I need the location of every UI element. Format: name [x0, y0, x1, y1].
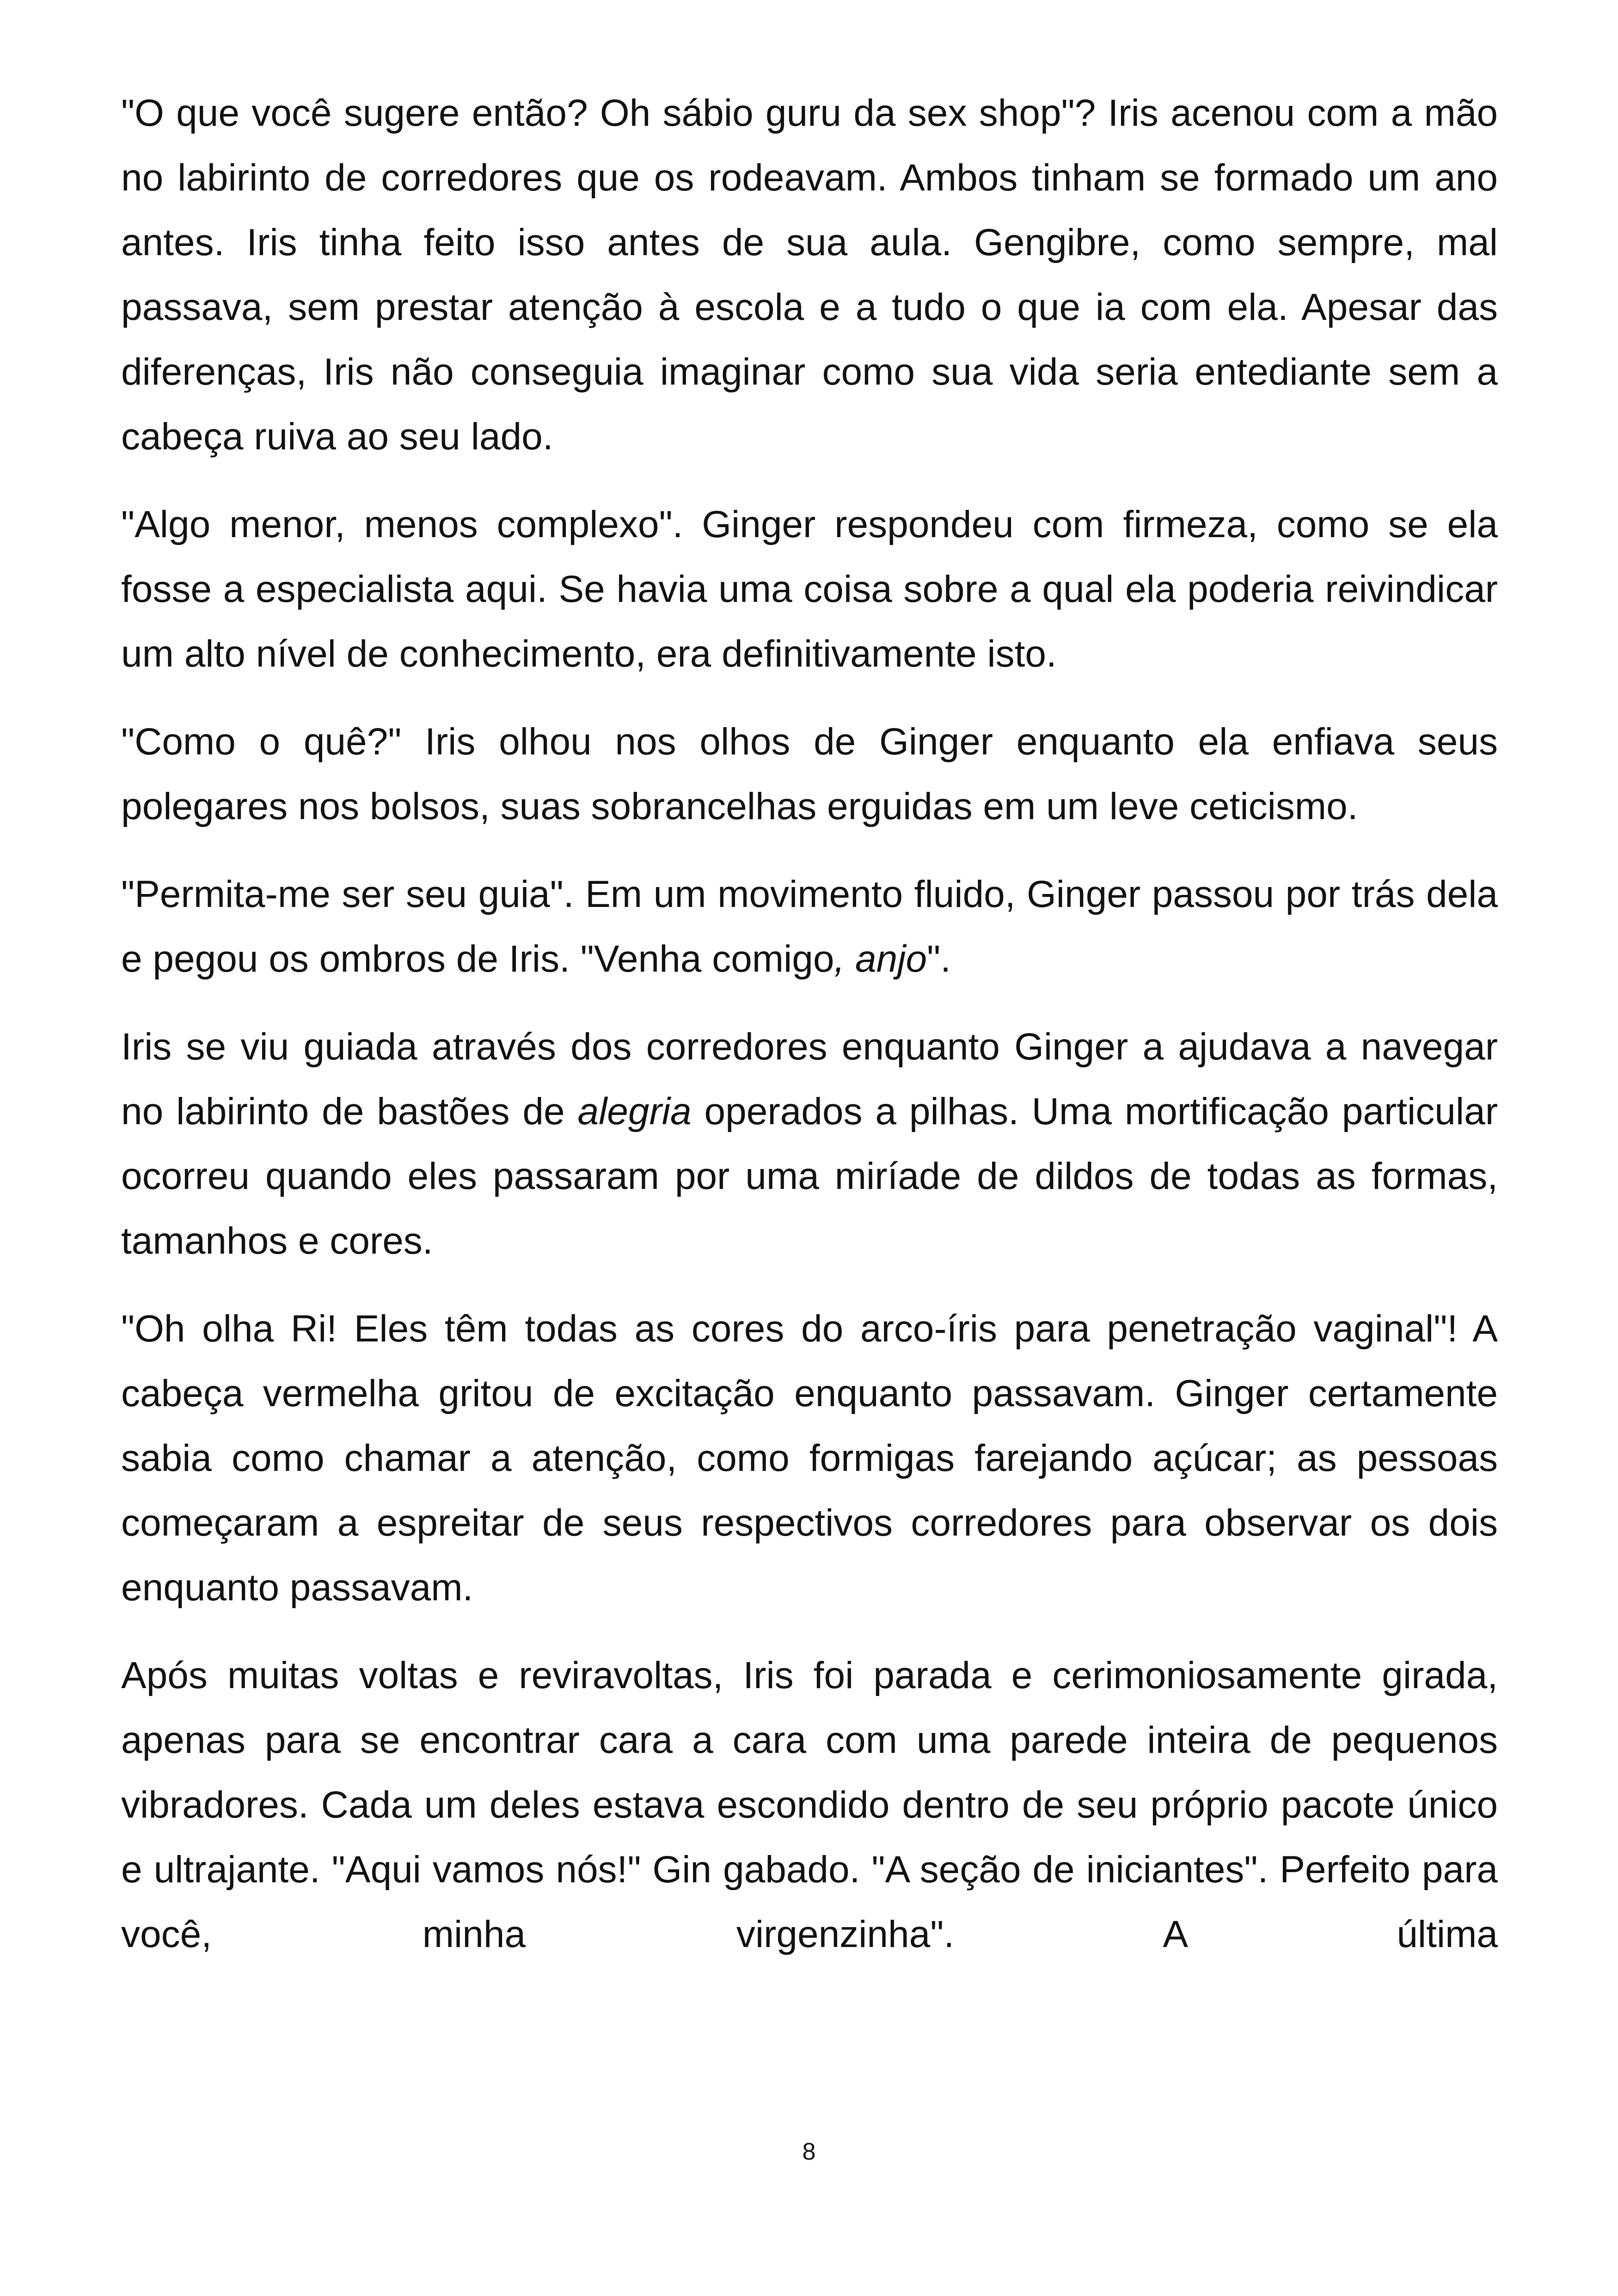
- paragraph-5-tail: operados a pilhas. Uma mortificação particular ocorreu quando eles passaram por uma miríade de dildos de todas as formas, tamanhos e cores.: [121, 1090, 1498, 1262]
- paragraph-5-text: Iris se viu guiada através dos corredores enquanto Ginger a ajudava a navegar no labirinto de bastões de: [121, 1026, 1498, 1133]
- paragraph-4-tail: ".: [927, 938, 951, 980]
- paragraph-1: [121, 81, 1498, 469]
- paragraph-4-text: "Permita-me ser seu guia". Em um movimento fluido, Ginger passou por trás dela e pegou os ombros de Iris. "Venha comigo: [121, 873, 1498, 980]
- paragraph-3-text: "Como o quê?" Iris olhou nos olhos de Ginger enquanto ela enfiava seus polegares nos bolsos, suas sobrancelhas erguidas em um leve ceticismo.: [121, 721, 1498, 827]
- paragraph-5-italic: alegria: [577, 1090, 692, 1133]
- paragraph-1-text: "O que você sugere então? Oh sábio guru da sex shop"? Iris acenou com a mão no labirinto de corredores que os rodeavam. Ambos tinham se formado um ano antes. Iris tinha feito isso antes de sua aula. Gengibre, como sempre, mal passava, sem prestar atenção à escola e a tudo o que ia com ela. Apesar das diferenças, Iris não conseguia imaginar como sua vida seria entediante sem a cabeça ruiva ao seu lado.: [121, 92, 1498, 458]
- body-text: [121, 81, 1498, 1990]
- paragraph-4-italic: , anjo: [834, 938, 927, 980]
- paragraph-3: [121, 710, 1498, 839]
- paragraph-7: [121, 1643, 1498, 1967]
- paragraph-2: [121, 492, 1498, 686]
- paragraph-5: [121, 1015, 1498, 1274]
- paragraph-4: [121, 862, 1498, 992]
- paragraph-6-text: "Oh olha Ri! Eles têm todas as cores do arco-íris para penetração vaginal"! A cabeça vermelha gritou de excitação enquanto passavam. Ginger certamente sabia como chamar a atenção, como formigas farejando açúcar; as pessoas começaram a espreitar de seus respectivos corredores para observar os dois enquanto passavam.: [121, 1308, 1498, 1609]
- paragraph-6: [121, 1297, 1498, 1620]
- paragraph-7-text: Após muitas voltas e reviravoltas, Iris foi parada e cerimoniosamente girada, apenas para se encontrar cara a cara com uma parede inteira de pequenos vibradores. Cada um deles estava escondido dentro de seu próprio pacote único e ultrajante. "Aqui vamos nós!" Gin gabado. "A seção de iniciantes". Perfeito para você, minha virgenzinha". A última: [121, 1654, 1498, 1955]
- paragraph-2-text: "Algo menor, menos complexo". Ginger respondeu com firmeza, como se ela fosse a especialista aqui. Se havia uma coisa sobre a qual ela poderia reivindicar um alto nível de conhecimento, era definitivamente isto.: [121, 503, 1498, 675]
- page-number: 8: [802, 2138, 816, 2165]
